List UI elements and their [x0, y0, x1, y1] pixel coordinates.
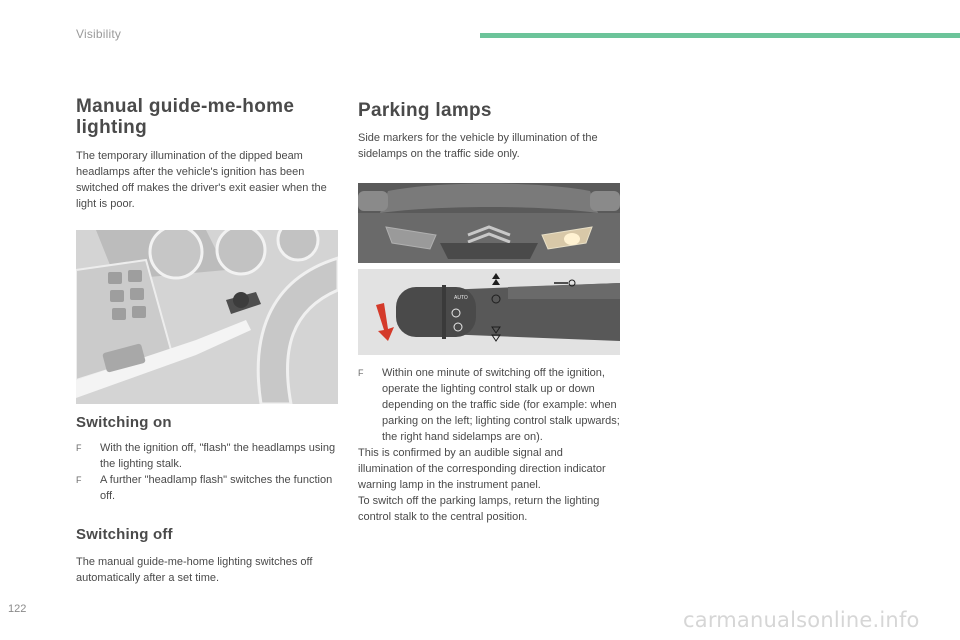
bullet-mark: F [76, 443, 82, 453]
parking-lamps-step: Within one minute of switching off the ignition, operate the lighting control stalk up or down depending on the traffic side (for example: when parking on the left; lighting control stalk upwards; the right hand sidelamps are on). [382, 367, 620, 443]
switching-on-heading: Switching on [76, 414, 172, 431]
header-accent-bar [480, 33, 960, 38]
parking-lamps-title: Parking lamps [358, 100, 492, 121]
bullet-mark: F [76, 475, 82, 485]
watermark: carmanualsonline.info [683, 608, 920, 632]
switching-off-heading: Switching off [76, 526, 173, 543]
lighting-stalk-photo [358, 269, 620, 355]
list-item [76, 472, 338, 504]
parking-lamps-list [358, 365, 620, 445]
parking-lamps-switch-off: To switch off the parking lamps, return the lighting control stalk to the central position. [358, 495, 600, 523]
list-item [76, 440, 338, 472]
switching-on-step-1: With the ignition off, "flash" the headlamps using the lighting stalk. [100, 442, 336, 470]
parking-lamps-intro: Side markers for the vehicle by illumination of the sidelamps on the traffic side only. [358, 132, 598, 160]
section-title: Visibility [76, 27, 122, 41]
parking-lamps-confirmation: This is confirmed by an audible signal and illumination of the corresponding direction indicator warning lamp in the instrument panel. [358, 447, 606, 491]
page-number: 122 [8, 603, 27, 615]
list-item [358, 365, 620, 445]
switching-on-list [76, 440, 338, 504]
bullet-mark: F [358, 368, 364, 378]
guide-me-home-intro: The temporary illumination of the dipped beam headlamps after the vehicle's ignition has been switched off makes the driver's exit easier when the light is poor. [76, 150, 327, 210]
auto-label: AUTO [454, 295, 468, 301]
dashboard-photo [76, 230, 338, 404]
guide-me-home-title: Manual guide-me-home lighting [76, 96, 295, 138]
dashboard-illustration [76, 230, 338, 404]
car-front-illustration [358, 183, 620, 263]
car-front-photo [358, 183, 620, 263]
switching-off-text: The manual guide-me-home lighting switches off automatically after a set time. [76, 556, 313, 584]
left-column [76, 96, 338, 586]
lighting-stalk-illustration [358, 269, 620, 355]
right-column [358, 96, 620, 525]
switching-on-step-2: A further "headlamp flash" switches the function off. [100, 474, 333, 502]
